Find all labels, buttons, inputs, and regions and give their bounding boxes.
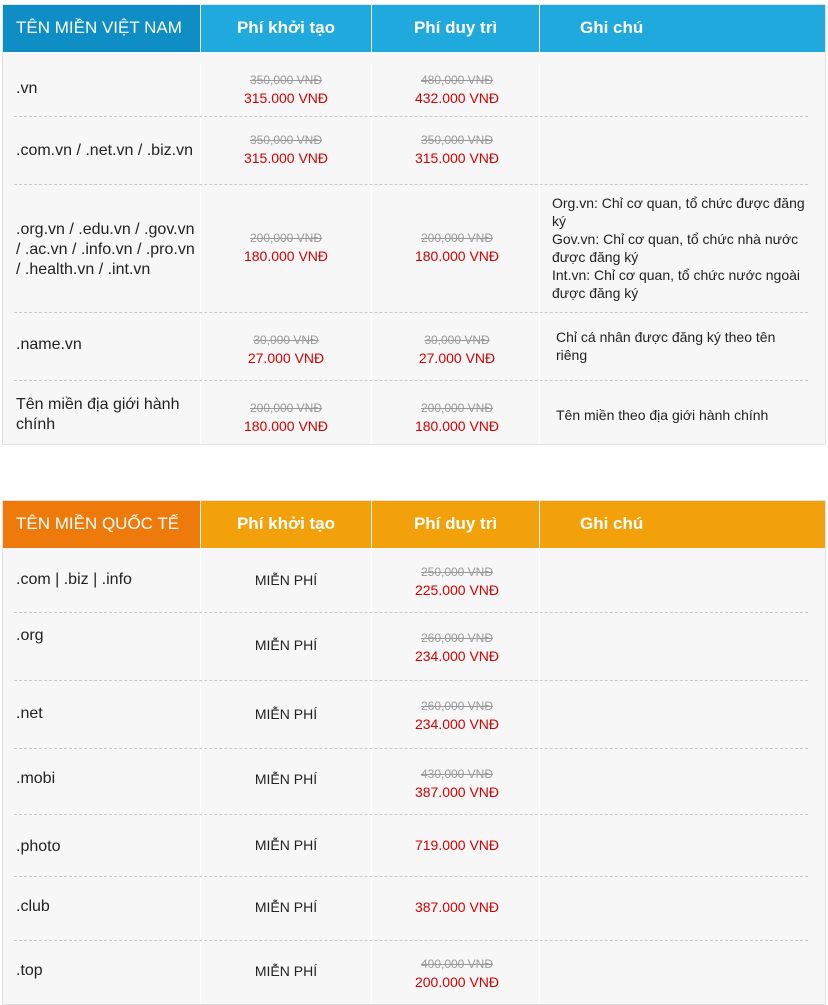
new-price: 387.000 VNĐ [414,783,500,800]
intl-row-2-setup [201,624,371,666]
vn-row-4-note: Chỉ cá nhân được đăng ký theo tên riêng [556,329,776,363]
vn-row-4-setup [201,326,371,372]
vn-row-5-name: Tên miền địa giới hành chính [16,396,180,433]
new-price: 719.000 VNĐ [414,837,500,853]
intl-row-6-name: .club [16,898,50,915]
vn-row-1-renew [372,66,542,112]
intl-row-3-setup [201,696,371,732]
new-price: 225.000 VNĐ [414,581,500,598]
intl-header-note: Ghi chú [540,500,826,548]
free-label: MIỄN PHÍ [254,706,318,722]
new-price: 315.000 VNĐ [414,149,500,166]
new-price: 234.000 VNĐ [414,647,500,664]
intl-row-7-setup [201,952,371,990]
intl-header-renew: Phí duy trì [372,500,539,548]
old-price: 350,000 VNĐ [249,72,323,87]
vn-row-4-renew [372,326,542,372]
old-price: 250,000 VNĐ [420,564,494,579]
new-price: 200.000 VNĐ [414,973,500,990]
old-price: 200,000 VNĐ [420,230,494,245]
vn-header-setup: Phí khởi tạo [201,4,371,52]
intl-domain-table [2,500,826,1004]
intl-row-5-name: .photo [16,838,61,855]
old-price: 30,000 VNĐ [253,332,319,347]
intl-row-7-name: .top [16,962,43,979]
old-price: 260,000 VNĐ [420,630,494,645]
intl-row-1-renew [372,558,542,604]
new-price: 180.000 VNĐ [243,247,329,264]
vn-row-3-renew [372,224,542,270]
new-price: 315.000 VNĐ [243,89,329,106]
new-price: 234.000 VNĐ [414,715,500,732]
intl-row-6-renew [372,888,542,926]
free-label: MIỄN PHÍ [254,771,318,787]
intl-row-3-name: .net [16,705,43,722]
intl-row-1-name: .com | .biz | .info [16,571,132,588]
old-price: 200,000 VNĐ [249,400,323,415]
vn-domain-table [2,4,826,444]
intl-row-1-setup [201,560,371,600]
free-label: MIỄN PHÍ [254,837,318,853]
vn-row-5-setup [201,394,371,440]
free-label: MIỄN PHÍ [254,572,318,588]
old-price: 400,000 VNĐ [420,956,494,971]
vn-row-3-note: Org.vn: Chỉ cơ quan, tổ chức được đăng ký Gov.vn: Chỉ cơ quan, tổ chức nhà nước được đăng ký Int.vn: Chỉ cơ quan, tổ chức nước ngoài được đăng ký [552,195,805,301]
new-price: 180.000 VNĐ [414,247,500,264]
new-price: 27.000 VNĐ [247,349,325,366]
vn-header-renew: Phí duy trì [372,4,539,52]
old-price: 350,000 VNĐ [249,132,323,147]
vn-header-domain: TÊN MIỀN VIỆT NAM [2,4,200,52]
vn-row-5-note: Tên miền theo địa giới hành chính [556,407,769,423]
intl-row-2-name: .org [16,627,44,644]
new-price: 180.000 VNĐ [414,417,500,434]
intl-row-4-renew [372,760,542,806]
new-price: 387.000 VNĐ [414,899,500,915]
intl-header-setup: Phí khởi tạo [201,500,371,548]
new-price: 432.000 VNĐ [414,89,500,106]
intl-row-5-setup [201,826,371,864]
intl-table-header [2,500,826,548]
free-label: MIỄN PHÍ [254,637,318,653]
free-label: MIỄN PHÍ [254,899,318,915]
new-price: 27.000 VNĐ [418,349,496,366]
vn-row-3-name: .org.vn / .edu.vn / .gov.vn / .ac.vn / .info.vn / .pro.vn / .health.vn / .int.vn [16,221,195,278]
intl-row-6-setup [201,888,371,926]
vn-row-2-renew [372,126,542,172]
vn-row-3-setup [201,224,371,270]
intl-row-2-renew [372,624,542,670]
old-price: 430,000 VNĐ [420,766,494,781]
old-price: 30,000 VNĐ [424,332,490,347]
intl-header-domain: TÊN MIỀN QUỐC TẾ [2,500,200,548]
old-price: 480,000 VNĐ [420,72,494,87]
free-label: MIỄN PHÍ [254,963,318,979]
vn-table-header [2,4,826,52]
vn-row-5-renew [372,394,542,440]
old-price: 260,000 VNĐ [420,698,494,713]
intl-row-3-renew [372,692,542,738]
old-price: 200,000 VNĐ [249,230,323,245]
vn-row-1-setup [201,66,371,112]
old-price: 350,000 VNĐ [420,132,494,147]
new-price: 180.000 VNĐ [243,417,329,434]
vn-row-2-setup [201,126,371,172]
intl-row-7-renew [372,950,542,996]
vn-row-2-name: .com.vn / .net.vn / .biz.vn [16,142,193,159]
vn-row-4-name: .name.vn [16,336,82,353]
intl-row-5-renew [372,826,542,864]
intl-row-4-name: .mobi [16,770,56,787]
old-price: 200,000 VNĐ [420,400,494,415]
new-price: 315.000 VNĐ [243,149,329,166]
intl-row-4-setup [201,760,371,798]
vn-header-note: Ghi chú [540,4,826,52]
vn-row-1-name: .vn [16,80,38,97]
